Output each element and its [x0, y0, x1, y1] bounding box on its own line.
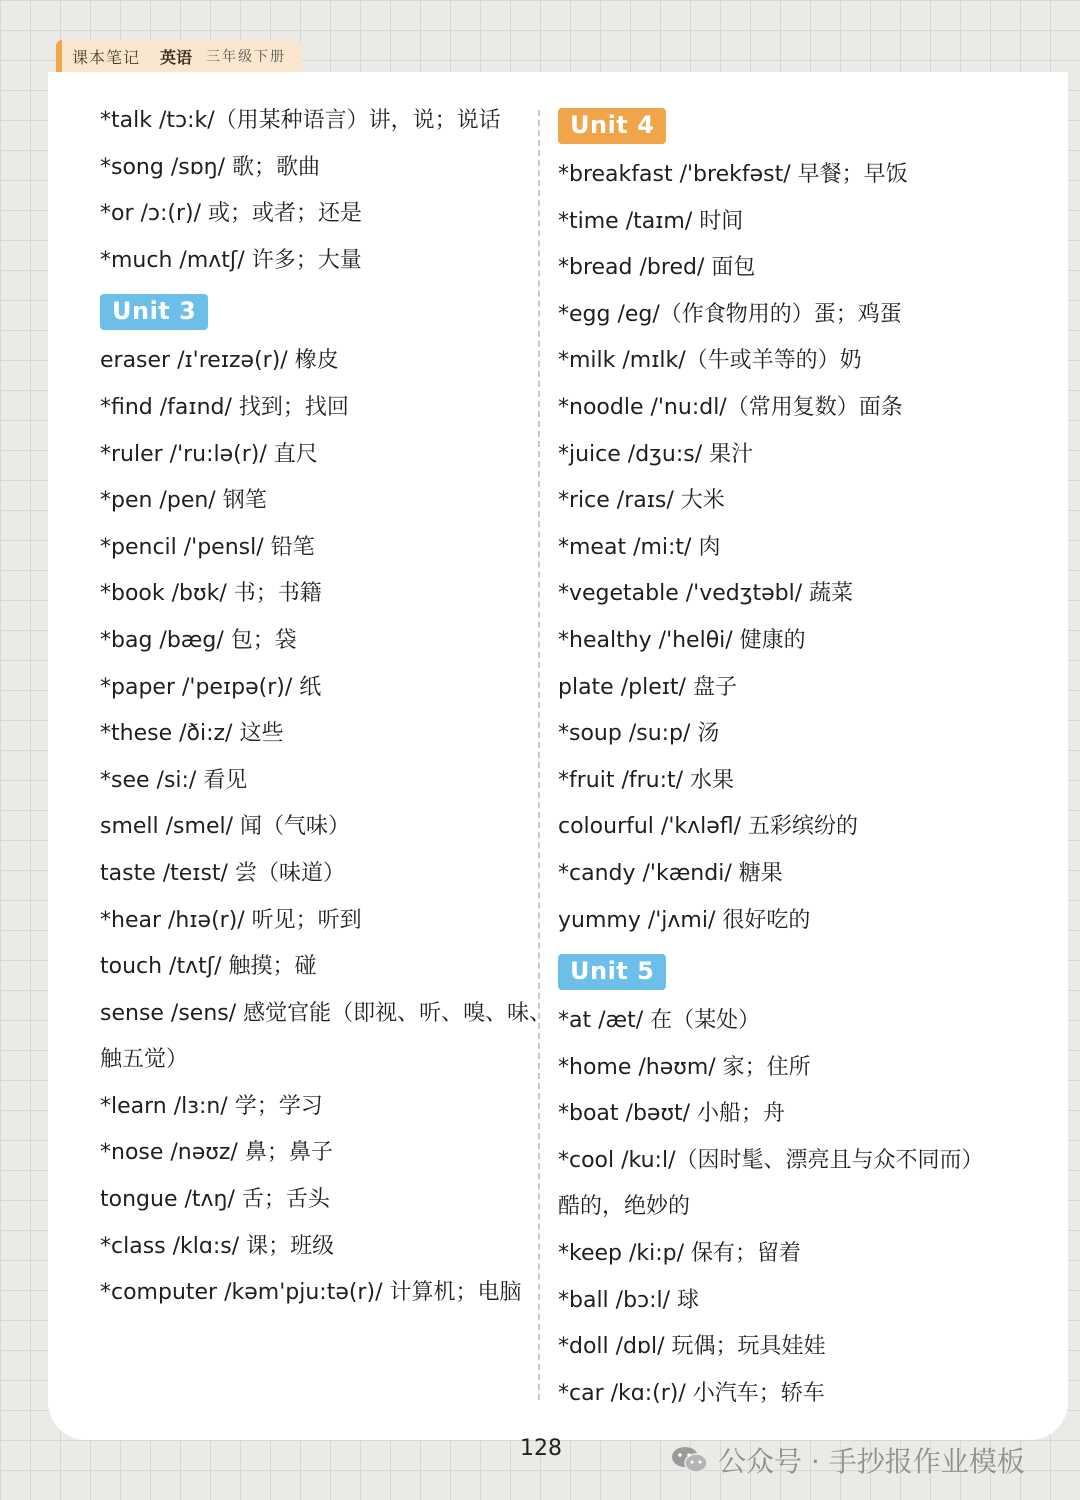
unit-heading-row [558, 944, 998, 998]
vocabulary-entry: *learn /lɜ:n/ 学；学习 [100, 1093, 323, 1119]
vocabulary-entry: *ball /bɔ:l/ 球 [558, 1287, 700, 1313]
unit-heading: Unit 3 [100, 294, 208, 330]
vocabulary-entry: *breakfast /'brekfəst/ 早餐；早饭 [558, 162, 908, 187]
book-header [56, 40, 302, 72]
vocabulary-entry: *see /si:/ 看见 [100, 767, 248, 793]
unit-heading: Unit 5 [558, 954, 666, 990]
book-title: 课本笔记 [72, 47, 141, 67]
page-number: 128 [520, 1436, 562, 1461]
vocabulary-entry: colourful /'kʌləfl/ 五彩缤纷的 [558, 814, 859, 840]
vocabulary-entry: *egg /eg/（作食物用的）蛋；鸡蛋 [558, 301, 902, 327]
vocabulary-entry: *bread /bred/ 面包 [558, 255, 756, 281]
vocabulary-entry: *home /həʊm/ 家；住所 [558, 1054, 811, 1080]
vocabulary-entry: *vegetable /'vedʒtəbl/ 蔬菜 [558, 581, 854, 607]
vocabulary-entry: *hear /hɪə(r)/ 听见；听到 [100, 907, 362, 933]
vocabulary-entry: *meat /mi:t/ 肉 [558, 534, 721, 560]
vocabulary-entry: *milk /mɪlk/（牛或羊等的）奶 [558, 348, 862, 374]
vocabulary-entry: *bag /bæg/ 包；袋 [100, 627, 297, 653]
vocabulary-entry: *candy /'kændi/ 糖果 [558, 860, 783, 886]
vocabulary-entry: *time /taɪm/ 时间 [558, 208, 744, 234]
book-subject: 英语 [160, 47, 193, 67]
vocabulary-entry: *keep /ki:p/ 保有；留着 [558, 1241, 802, 1267]
column-divider [538, 110, 540, 1400]
vocabulary-entry: *juice /dʒu:s/ 果汁 [558, 441, 754, 467]
vocabulary-entry: tongue /tʌŋ/ 舌；舌头 [100, 1187, 330, 1213]
vocabulary-entry: taste /teɪst/ 尝（味道） [100, 860, 345, 886]
vocabulary-entry: *fruit /fru:t/ 水果 [558, 767, 735, 793]
watermark [670, 1440, 1025, 1480]
vocabulary-entry: yummy /'jʌmi/ 很好吃的 [558, 907, 811, 933]
vocabulary-entry: *cool /ku:l/（因时髦、漂亮且与众不同而） [558, 1147, 984, 1173]
book-grade: 三年级下册 [206, 49, 287, 65]
vocabulary-entry: *nose /nəʊz/ 鼻；鼻子 [100, 1140, 333, 1166]
vocabulary-entry: *much /mʌtʃ/ 许多；大量 [100, 247, 362, 273]
vocabulary-entry: *rice /raɪs/ 大米 [558, 488, 725, 514]
vocabulary-entry: *computer /kəm'pju:tə(r)/ 计算机；电脑 [100, 1280, 522, 1306]
vocabulary-entry: *noodle /'nu:dl/（常用复数）面条 [558, 394, 903, 420]
vocabulary-entry: *book /bʊk/ 书；书籍 [100, 581, 322, 607]
watermark-text: 公众号 · 手抄报作业模板 [718, 1445, 1025, 1478]
vocabulary-entry: *talk /tɔ:k/（用某种语言）讲，说；说话 [100, 108, 501, 133]
vocabulary-entry: *soup /su:p/ 汤 [558, 721, 720, 747]
vocabulary-entry: sense /sens/ 感觉官能（即视、听、嗅、味、 [100, 1000, 552, 1026]
vocabulary-column-left [100, 98, 552, 1317]
vocabulary-entry: plate /pleɪt/ 盘子 [558, 674, 737, 700]
vocabulary-entry: *healthy /'helθi/ 健康的 [558, 627, 806, 653]
vocabulary-entry: *song /sɒŋ/ 歌；歌曲 [100, 154, 321, 180]
vocabulary-entry: *pen /pen/ 钢笔 [100, 488, 267, 514]
unit-heading-row [100, 284, 530, 338]
vocabulary-entry: *these /ði:z/ 这些 [100, 721, 284, 747]
vocabulary-entry: *at /æt/ 在（某处） [558, 1008, 761, 1034]
vocabulary-entry: touch /tʌtʃ/ 触摸；碰 [100, 954, 317, 980]
vocabulary-entry: eraser /ɪ'reɪzə(r)/ 橡皮 [100, 348, 339, 374]
vocabulary-entry: 酷的，绝妙的 [558, 1194, 691, 1220]
vocabulary-entry: *paper /'peɪpə(r)/ 纸 [100, 674, 322, 700]
vocabulary-entry: *doll /dɒl/ 玩偶；玩具娃娃 [558, 1334, 826, 1360]
vocabulary-entry: *pencil /'pensl/ 铅笔 [100, 534, 315, 560]
vocabulary-entry: *ruler /'ru:lə(r)/ 直尺 [100, 441, 318, 467]
vocabulary-entry: *boat /bəʊt/ 小船；舟 [558, 1101, 786, 1127]
vocabulary-entry: *or /ɔ:(r)/ 或；或者；还是 [100, 201, 363, 227]
vocabulary-column-right [558, 98, 998, 1417]
wechat-icon [670, 1445, 710, 1475]
vocabulary-entry: *car /kɑ:(r)/ 小汽车；轿车 [558, 1380, 825, 1406]
vocabulary-entry: *find /faɪnd/ 找到；找回 [100, 394, 349, 420]
vocabulary-entry: *class /klɑ:s/ 课；班级 [100, 1233, 335, 1259]
vocabulary-entry: 触五觉） [100, 1047, 189, 1073]
unit-heading: Unit 4 [558, 108, 666, 144]
vocabulary-entry: smell /smel/ 闻（气味） [100, 814, 351, 840]
unit-heading-row [558, 98, 998, 152]
